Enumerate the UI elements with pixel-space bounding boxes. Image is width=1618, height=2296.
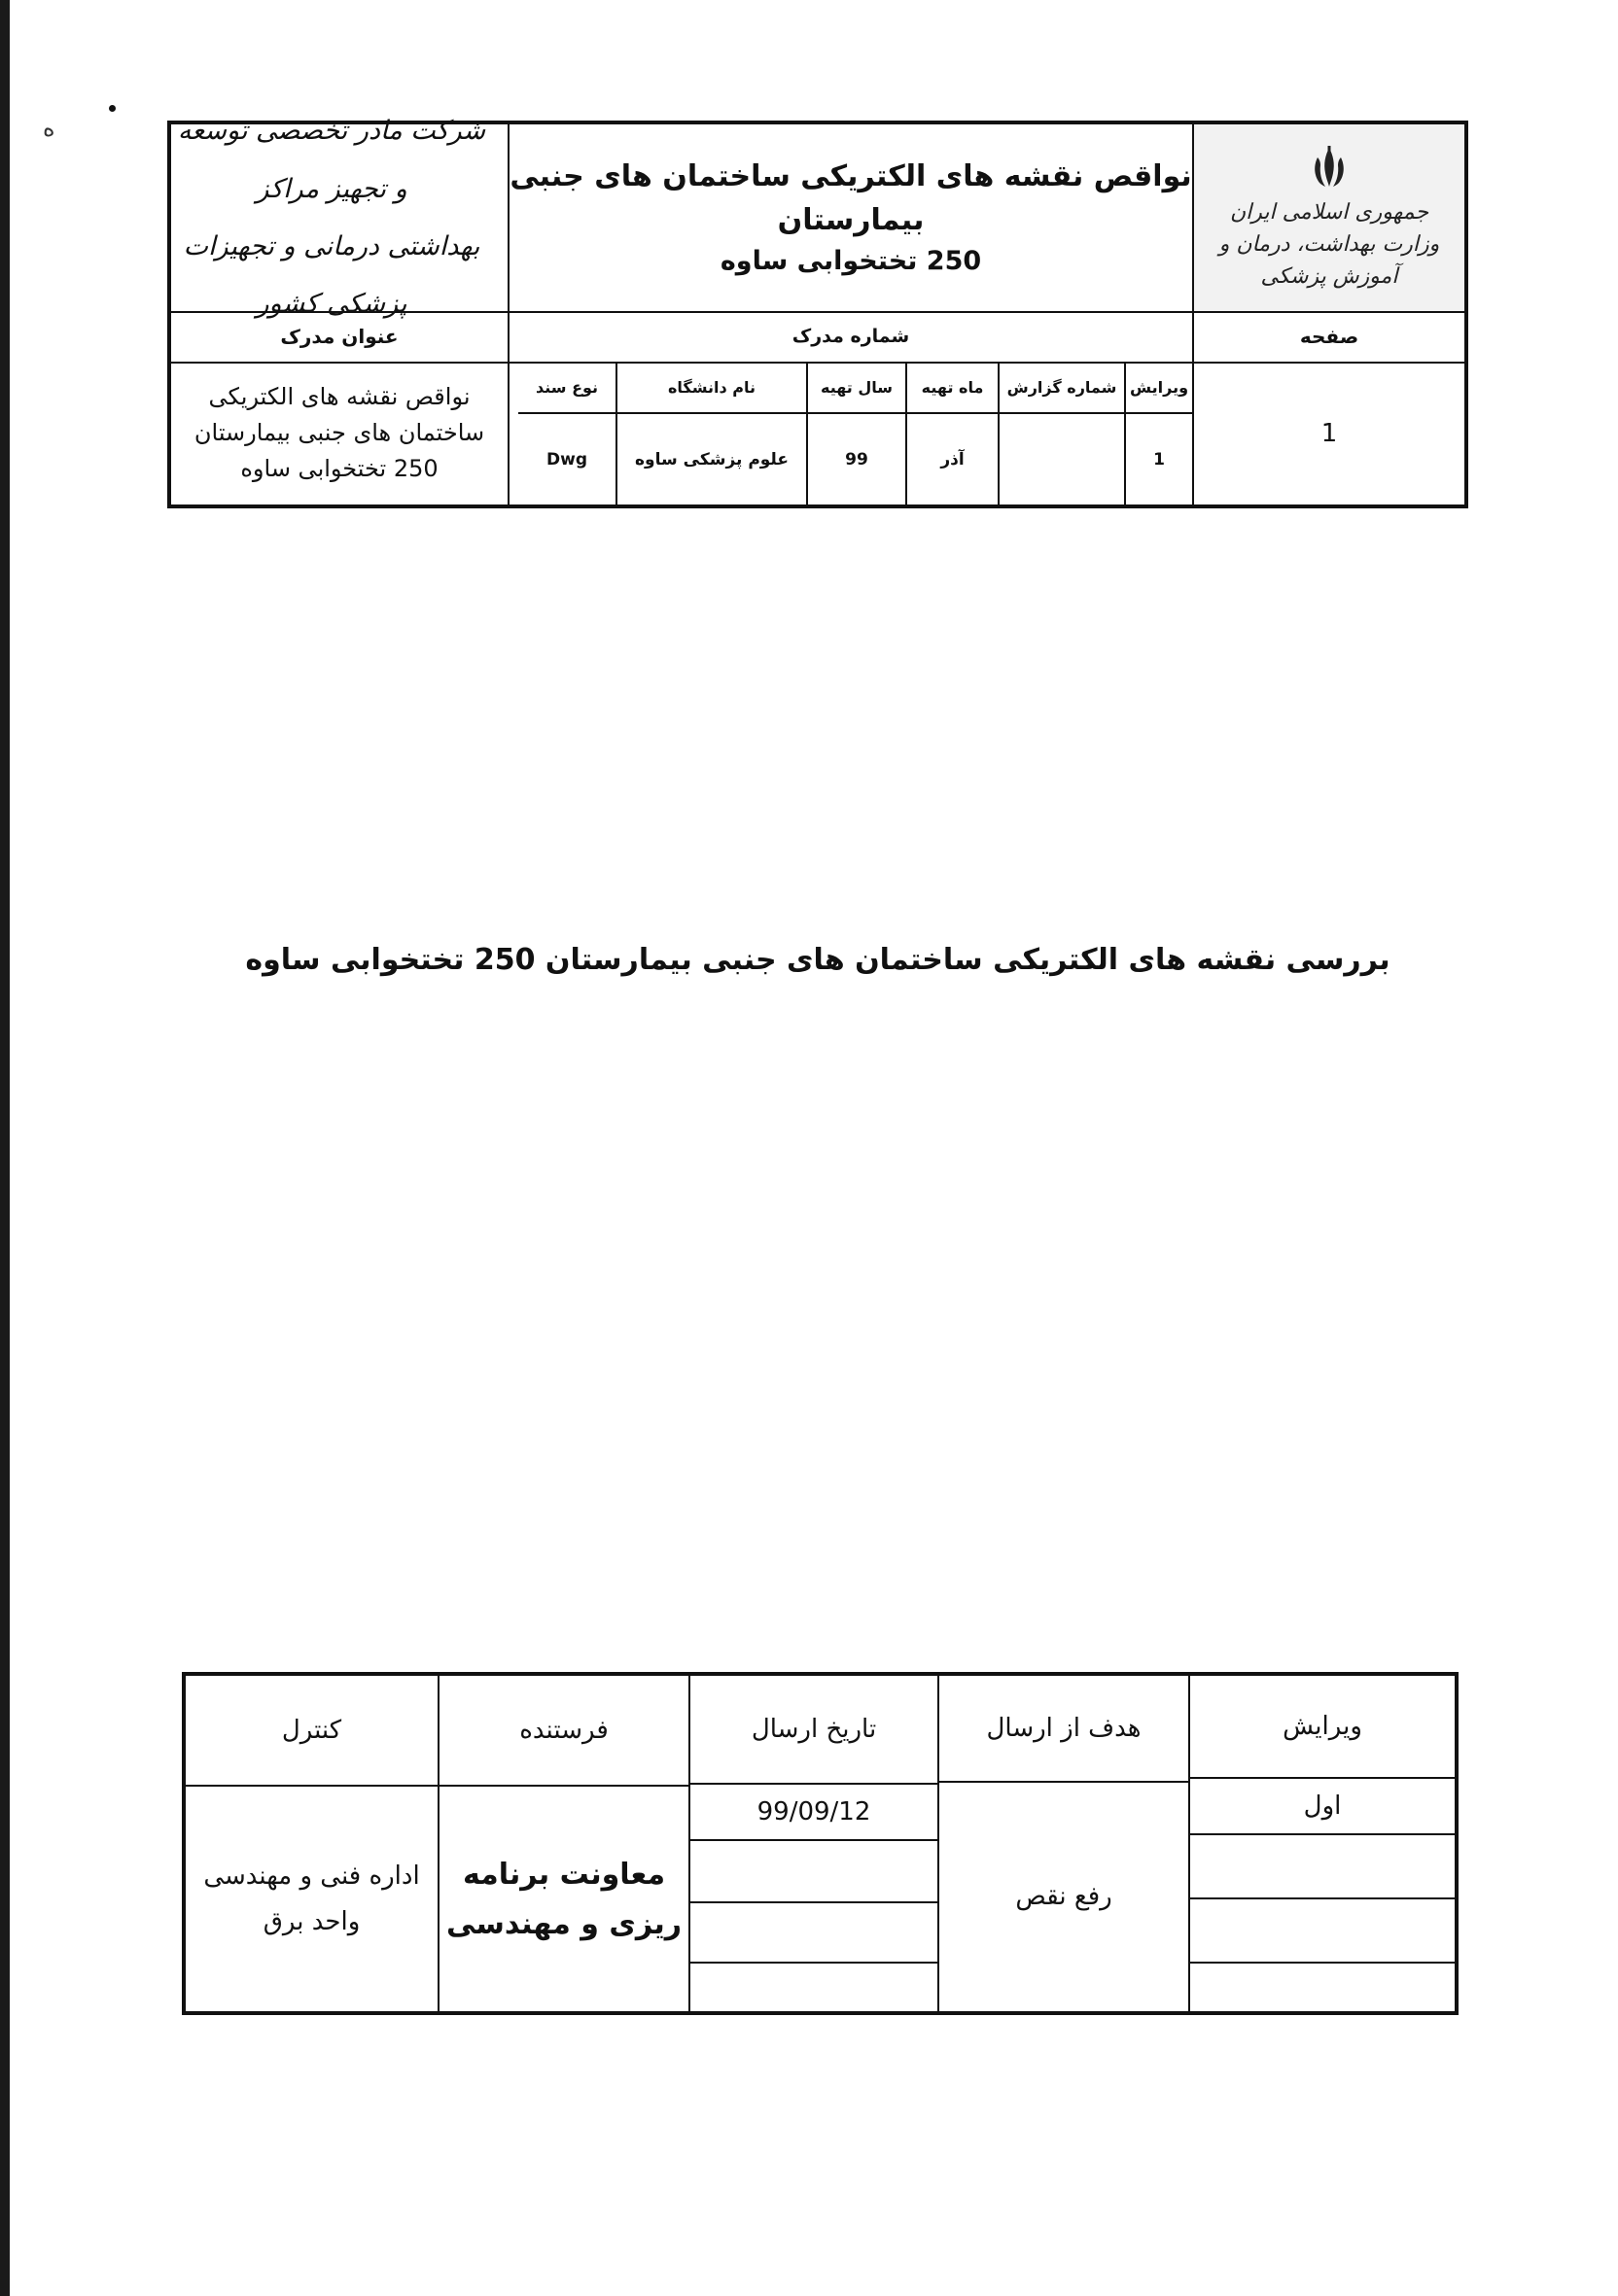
meta-header-university: نام دانشگاه — [616, 362, 806, 414]
page-number: 1 — [1192, 362, 1464, 504]
date-empty-row-1 — [690, 1841, 937, 1903]
control-value-line1: اداره فنی و مهندسی — [203, 1861, 420, 1891]
doc-title-label: عنوان مدرک — [280, 325, 399, 348]
date-empty-row-2 — [690, 1903, 937, 1964]
sender-value-line2: ریزی و مهندسی — [445, 1906, 683, 1941]
meta-value-doc-type: Dwg — [546, 449, 587, 470]
meta-value-university: علوم پزشکی ساوه — [616, 414, 806, 504]
purpose-column — [937, 1676, 1188, 2011]
revision-value: اول — [1190, 1779, 1455, 1835]
document-title-line2: 250 تختخوابی ساوه — [720, 245, 982, 276]
scan-edge — [0, 0, 10, 2296]
scan-mark: ه — [43, 115, 55, 142]
meta-value-revision: 1 — [1124, 414, 1192, 504]
logo-text-ministry: وزارت بهداشت، درمان و آموزش پزشکی — [1218, 231, 1440, 289]
doc-title-value-line1: نواقص نقشه های الکتریکی — [208, 382, 471, 410]
purpose-header: هدف از ارسال — [939, 1676, 1188, 1783]
doc-meta-table — [510, 362, 1192, 504]
meta-header-year: سال تهیه — [806, 362, 905, 414]
date-header: تاریخ ارسال — [690, 1676, 937, 1785]
company-name-line2: بهداشتی درمانی و تجهیزات پزشکی کشور — [183, 231, 480, 320]
meta-value-month: آذر — [905, 414, 998, 504]
sender-value-cell — [440, 1787, 688, 2011]
meta-header-month: ماه تهیه — [905, 362, 998, 414]
sender-column — [438, 1676, 688, 2011]
doc-title-value-cell — [171, 362, 508, 504]
doc-number-label: شماره مدرک — [508, 311, 1192, 362]
document-title-line1: نواقص نقشه های الکتریکی ساختمان های جنبی بیمارستان — [510, 158, 1192, 237]
date-column — [688, 1676, 937, 2011]
main-heading: بررسی نقشه های الکتریکی ساختمان های جنبی بیمارستان 250 تختخوابی ساوه — [245, 943, 1390, 977]
doc-title-value-line3: 250 تختخوابی ساوه — [240, 455, 439, 483]
iran-emblem-icon — [1308, 144, 1351, 191]
page-label: صفحه — [1192, 311, 1464, 362]
doc-title-value-line2: ساختمان های جنبی بیمارستان — [193, 418, 485, 446]
meta-value-year: 99 — [806, 414, 905, 504]
revision-empty-row-1 — [1190, 1835, 1455, 1899]
sender-value-line1: معاونت برنامه — [462, 1857, 666, 1892]
doc-meta-cell — [508, 362, 1192, 504]
transmittal-table — [182, 1672, 1459, 2015]
meta-header-doc-type: نوع سند — [518, 362, 616, 414]
meta-header-revision: ویرایش — [1124, 362, 1192, 414]
meta-value-report-number — [998, 414, 1124, 504]
company-name-cell — [171, 116, 508, 320]
revision-header: ویرایش — [1190, 1676, 1455, 1779]
sender-header: فرستنده — [440, 1676, 688, 1787]
purpose-value: رفع نقص — [1015, 1882, 1112, 1912]
scan-dot — [109, 105, 116, 112]
control-value-line2: واحد برق — [263, 1906, 361, 1936]
header-table — [167, 116, 1468, 508]
revision-column — [1188, 1676, 1455, 2011]
ministry-logo-cell — [1192, 124, 1464, 311]
logo-text-republic: جمهوری اسلامی ایران — [1229, 199, 1429, 225]
header-top-row — [171, 116, 1464, 320]
date-value: 99/09/12 — [690, 1785, 937, 1841]
company-name-line1: شرکت مادر تخصصی توسعه و تجهیز مراکز — [177, 116, 486, 204]
document-title-cell — [508, 124, 1192, 311]
header-details-row — [171, 362, 1464, 504]
control-column — [186, 1676, 438, 2011]
control-value-cell — [186, 1787, 438, 2011]
purpose-value-cell — [939, 1783, 1188, 2011]
header-labels-row — [171, 311, 1464, 364]
meta-header-report-number: شماره گزارش — [998, 362, 1124, 414]
control-header: کنترل — [186, 1676, 438, 1787]
revision-empty-row-2 — [1190, 1899, 1455, 1964]
